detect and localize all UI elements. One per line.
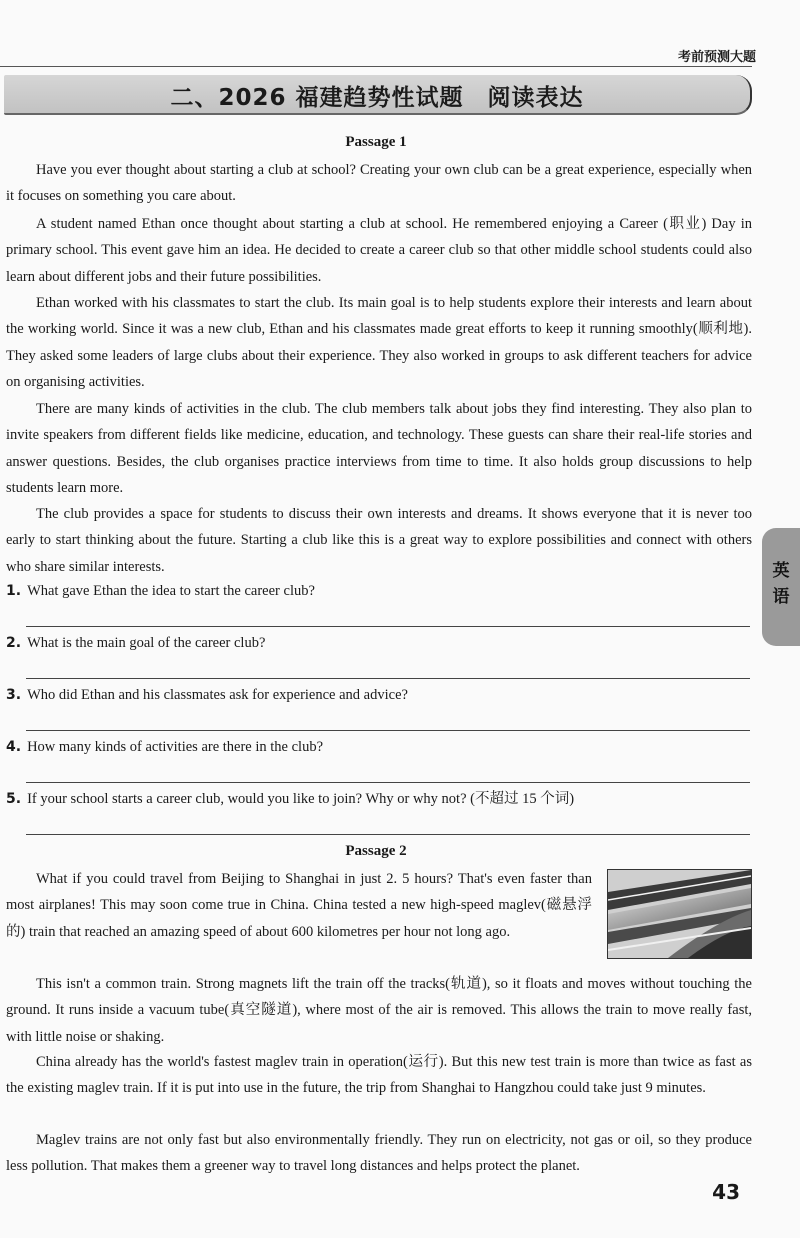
question-number: 2. [6, 635, 22, 651]
subject-side-tab [762, 528, 800, 646]
section-banner [4, 75, 752, 115]
question-text: If your school starts a career club, would you like to join? Why or why not? (不超过 15 个词) [27, 791, 575, 807]
header-rule [0, 66, 752, 67]
passage1-paragraph: A student named Ethan once thought about starting a club at school. He remembered enjoying a Career (职业) Day in primary school. This event gave him an idea. He decided to create a career club so that other middle school students could also learn about different jobs and their future possibilities. [6, 216, 752, 285]
passage2-paragraph: This isn't a common train. Strong magnets lift the train off the tracks(轨道), so it floats and moves without touching the ground. It runs inside a vacuum tube(真空隧道), where most of the air is removed. This allows the train to move really fast, with little noise or shaking. [6, 976, 752, 1045]
answer-line-4[interactable] [26, 782, 750, 783]
maglev-train-photo [607, 869, 752, 959]
question-text: What is the main goal of the career club? [27, 635, 266, 651]
passage1-title: Passage 1 [345, 134, 407, 150]
passage1-paragraph: Ethan worked with his classmates to start the club. Its main goal is to help students explore their interests and learn about the working world. Since it was a new club, Ethan and his classmates made great efforts to keep it running smoothly(顺利地). They asked some leaders of large clubs about their experience. They also worked in groups to ask different teachers for advice on organising activities. [6, 295, 752, 390]
passage2-paragraph: What if you could travel from Beijing to Shanghai in just 2. 5 hours? That's even faster than most airplanes! This may soon come true in China. China tested a new high-speed maglev(磁悬浮的) train that reached an amazing speed of about 600 kilometres per hour not long ago. [6, 871, 592, 940]
page-number: 43 [712, 1180, 740, 1204]
question-text: What gave Ethan the idea to start the career club? [27, 583, 315, 599]
section-header: 考前预测大题 [677, 50, 756, 65]
question-5 [6, 786, 752, 812]
question-number: 5. [6, 791, 22, 807]
banner-title: 二、2026 福建趋势性试题 阅读表达 [170, 85, 584, 111]
question-4 [6, 734, 752, 760]
question-text: Who did Ethan and his classmates ask for experience and advice? [27, 687, 408, 703]
question-3 [6, 682, 752, 708]
answer-line-3[interactable] [26, 730, 750, 731]
side-tab-char: 英 [772, 561, 790, 581]
answer-line-1[interactable] [26, 626, 750, 627]
passage2-paragraph: Maglev trains are not only fast but also environmentally friendly. They run on electricity, not gas or oil, so they produce less pollution. That makes them a greener way to travel long distances and helps protect the planet. [6, 1132, 752, 1175]
answer-line-2[interactable] [26, 678, 750, 679]
question-text: How many kinds of activities are there in the club? [27, 739, 324, 755]
question-1 [6, 578, 752, 604]
answer-line-5[interactable] [26, 834, 750, 835]
passage1-paragraph: The club provides a space for students to discuss their own interests and dreams. It shows everyone that it is never too early to start thinking about the future. Starting a club like this is a great way to explore possibilities and connect with others who share similar interests. [6, 506, 752, 575]
question-2 [6, 630, 752, 656]
maglev-train-graphic [608, 870, 751, 958]
passage2-paragraph: China already has the world's fastest maglev train in operation(运行). But this new test train is more than twice as fast as the existing maglev train. If it is put into use in the future, the trip from Shanghai to Hangzhou could take just 9 minutes. [6, 1054, 752, 1097]
question-number: 3. [6, 687, 22, 703]
question-number: 1. [6, 583, 22, 599]
passage1-paragraph: There are many kinds of activities in the club. The club members talk about jobs they find interesting. They also plan to invite speakers from different fields like medicine, education, and technology. These guests can share their real-life stories and answer questions. Besides, the club organises practice interviews from time to time. It also holds group discussions to help students learn more. [6, 401, 752, 496]
passage2-title: Passage 2 [345, 843, 407, 859]
question-number: 4. [6, 739, 22, 755]
passage1-paragraph: Have you ever thought about starting a club at school? Creating your own club can be a great experience, especially when it focuses on something you care about. [6, 162, 752, 205]
side-tab-char: 语 [772, 587, 790, 607]
